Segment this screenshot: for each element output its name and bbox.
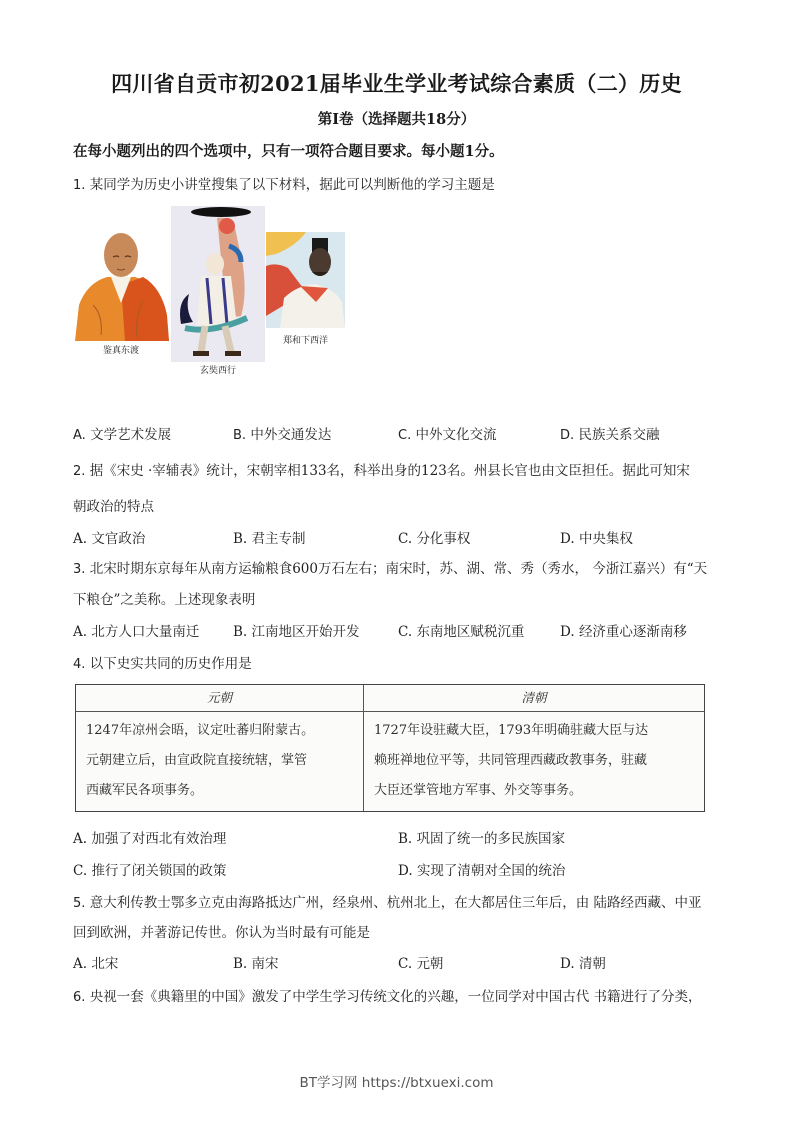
option-b[interactable]: B. 江南地区开始开发 — [233, 624, 360, 640]
question-number: 2. — [73, 464, 86, 479]
question-number: 5. — [73, 896, 86, 911]
question-3-stem-cont: 下粮仓”之美称。上述现象表明 — [73, 592, 256, 608]
question-number: 3. — [73, 562, 86, 577]
option-a[interactable]: A. 北宋 — [73, 956, 119, 972]
section-heading: 第Ⅰ卷（选择题共18分） — [317, 111, 476, 128]
image-caption: 鉴真东渡 — [102, 346, 139, 356]
question-number: 6. — [73, 990, 86, 1005]
option-c[interactable]: C. 东南地区赋税沉重 — [398, 624, 525, 640]
table-cell: 1247年凉州会晤，议定吐蕃归附蒙古。 元朝建立后，由宣政院直接统辖，掌管 西藏军民各项事务。 — [86, 723, 315, 798]
option-d[interactable]: D. 民族关系交融 — [560, 427, 660, 443]
option-a[interactable]: A. 北方人口大量南迁 — [73, 624, 200, 640]
question-2-stem-cont: 朝政治的特点 — [73, 499, 154, 515]
question-number: 1. — [73, 178, 86, 193]
option-d[interactable]: D. 实现了清朝对全国的统治 — [398, 863, 566, 879]
question-number: 4. — [73, 657, 86, 672]
question-text: 意大利传教士鄂多立克由海路抵达广州，经泉州、杭州北上，在大都居住三年后，由 陆路经西藏、中亚 — [89, 895, 702, 911]
option-d[interactable]: D. 中央集权 — [560, 531, 633, 547]
option-b[interactable]: B. 南宋 — [233, 956, 279, 972]
exam-title: 四川省自贡市初2021届毕业生学业考试综合素质（二）历史 — [111, 71, 682, 96]
option-a[interactable]: A. 文学艺术发展 — [73, 427, 172, 443]
pilgrim-painting-image — [171, 206, 265, 362]
option-c[interactable]: C. 元朝 — [398, 956, 444, 972]
question-5-stem — [73, 891, 702, 911]
navigator-portrait-image — [266, 232, 345, 328]
table-column-yuan — [76, 685, 364, 811]
question-1-stem — [73, 173, 495, 193]
table-header: 清朝 — [364, 685, 704, 712]
table-header: 元朝 — [76, 685, 363, 712]
question-text: 据《宋史 ·宰辅表》统计，宋朝宰相133名，科举出身的123名。州县长官也由文臣担任。据此可知宋 — [89, 463, 690, 479]
question-3-stem — [73, 557, 707, 577]
option-c[interactable]: C. 中外文化交流 — [398, 427, 497, 443]
option-a[interactable]: A. 文官政治 — [73, 531, 146, 547]
option-c[interactable]: C. 推行了闭关锁国的政策 — [73, 863, 227, 879]
instructions: 在每小题列出的四个选项中，只有一项符合题目要求。每小题1分。 — [73, 143, 504, 160]
question-5-stem-cont: 回到欧洲，并著游记传世。你认为当时最有可能是 — [73, 925, 370, 941]
question-text: 北宋时期东京每年从南方运输粮食600万石左右；南宋时，苏、湖、常、秀（秀水， 今浙江嘉兴）有“天 — [89, 561, 708, 577]
image-caption: 郑和下西洋 — [282, 336, 328, 346]
option-d[interactable]: D. 经济重心逐渐南移 — [560, 624, 687, 640]
monk-portrait-image — [73, 225, 169, 341]
table-column-qing — [364, 685, 704, 811]
option-a[interactable]: A. 加强了对西北有效治理 — [73, 831, 227, 847]
option-b[interactable]: B. 中外交通发达 — [233, 427, 332, 443]
option-b[interactable]: B. 巩固了统一的多民族国家 — [398, 831, 566, 847]
question-6-stem — [73, 985, 702, 1005]
option-c[interactable]: C. 分化事权 — [398, 531, 471, 547]
question-text: 央视一套《典籍里的中国》激发了中学生学习传统文化的兴趣，一位同学对中国古代 书籍进行了分类， — [89, 989, 702, 1005]
option-b[interactable]: B. 君主专制 — [233, 531, 306, 547]
history-comparison-table — [75, 684, 705, 812]
footer-watermark: BT学习网 https://btxuexi.com — [299, 1075, 494, 1091]
question-text: 某同学为历史小讲堂搜集了以下材料，据此可以判断他的学习主题是 — [89, 177, 495, 193]
table-cell: 1727年设驻藏大臣，1793年明确驻藏大臣与达 赖班禅地位平等，共同管理西藏政教事务，驻藏 大臣还掌管地方军事、外交等事务。 — [374, 723, 649, 798]
question-2-stem — [73, 459, 690, 479]
question-4-stem — [73, 652, 252, 672]
question-text: 以下史实共同的历史作用是 — [89, 656, 252, 672]
option-d[interactable]: D. 清朝 — [560, 956, 606, 972]
image-caption: 玄奘西行 — [199, 366, 236, 376]
